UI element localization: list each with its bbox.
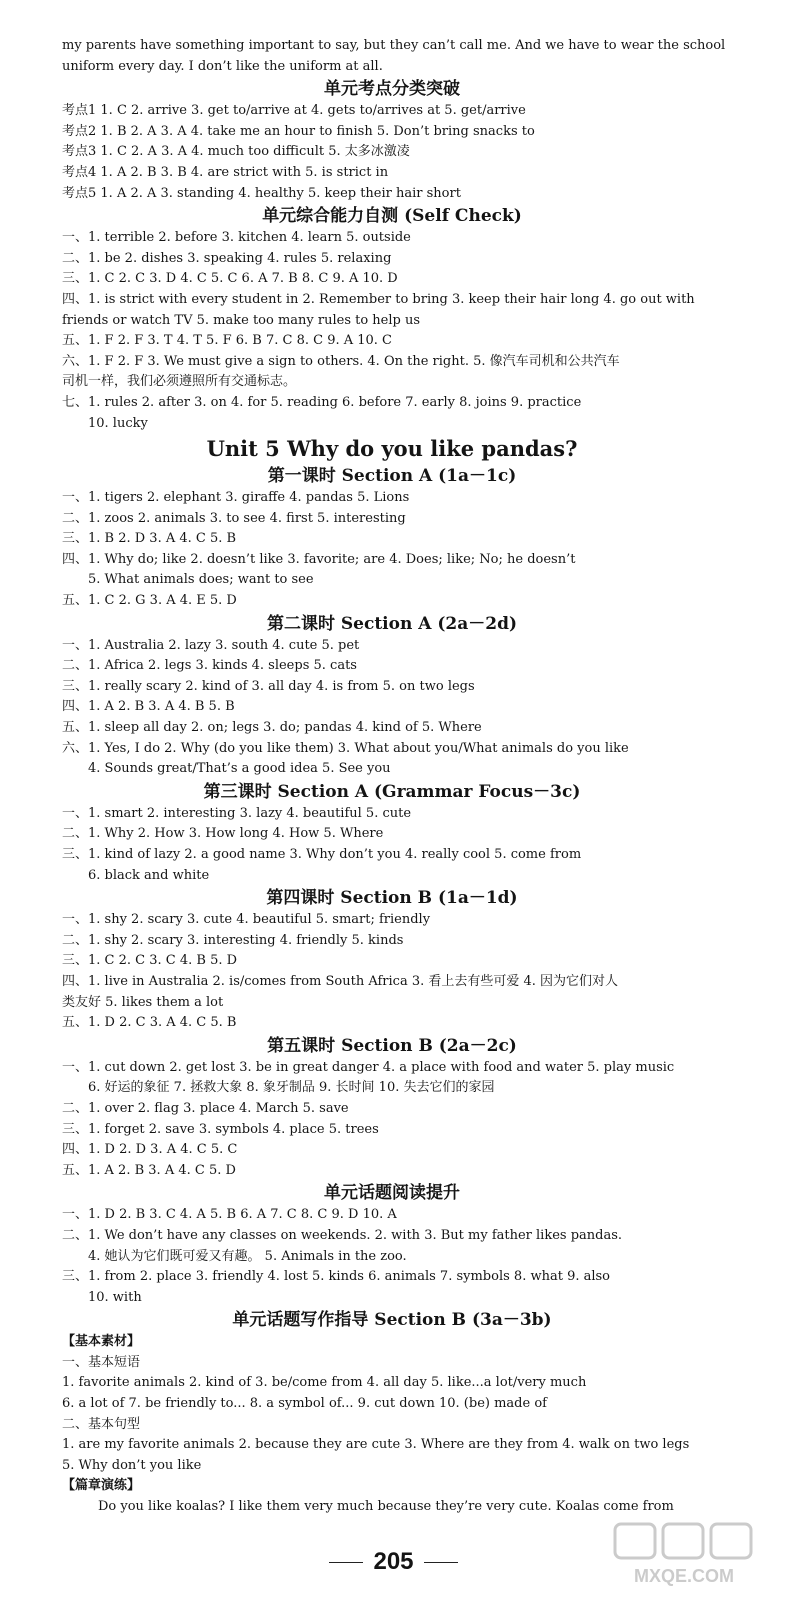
answer-line: 二、1. We don’t have any classes on weekends. 2. with 3. But my father likes pandas. xyxy=(62,1227,623,1243)
answer-line: 四、1. D 2. D 3. A 4. C 5. C xyxy=(62,1142,238,1158)
answer-line: 一、1. D 2. B 3. C 4. A 5. B 6. A 7. C 8. C 9. D 10. A xyxy=(62,1207,397,1223)
answer-line: 一、1. cut down 2. get lost 3. be in great danger 4. a place with food and water 5. play music xyxy=(62,1059,675,1075)
answer-line: friends or watch TV 5. make too many rules to help us xyxy=(62,312,421,328)
answer-line: 二、1. over 2. flag 3. place 4. March 5. save xyxy=(62,1100,349,1116)
answer-line: 三、1. C 2. C 3. D 4. C 5. C 6. A 7. B 8. C 9. A 10. D xyxy=(62,271,398,287)
section-heading: 第二课时 Section A (2a－2d) xyxy=(266,613,518,634)
answer-line: 三、1. B 2. D 3. A 4. C 5. B xyxy=(62,531,237,547)
page-number xyxy=(0,1548,787,1576)
answer-line: 考点4 1. A 2. B 3. B 4. are strict with 5. is strict in xyxy=(62,164,389,180)
answer-line: 考点2 1. B 2. A 3. A 4. take me an hour to finish 5. Don’t bring snacks to xyxy=(62,123,535,139)
answer-line: 一、基本短语 xyxy=(62,1354,141,1370)
answer-line: 二、1. Africa 2. legs 3. kinds 4. sleeps 5. cats xyxy=(62,658,357,674)
answer-line: 一、1. tigers 2. elephant 3. giraffe 4. pandas 5. Lions xyxy=(62,490,410,506)
answer-line: 5. Why don’t you like xyxy=(62,1457,202,1473)
answer-line: 四、1. Why do; like 2. doesn’t like 3. favorite; are 4. Does; like; No; he doesn’t xyxy=(62,551,576,567)
answer-line: Do you like koalas? I like them very much because they’re very cute. Koalas come from xyxy=(98,1499,674,1515)
answer-line: 五、1. D 2. C 3. A 4. C 5. B xyxy=(62,1015,237,1031)
answer-line: 三、1. C 2. C 3. C 4. B 5. D xyxy=(62,953,238,969)
answer-line: 二、1. shy 2. scary 3. interesting 4. friendly 5. kinds xyxy=(62,932,404,948)
answer-line: 一、1. smart 2. interesting 3. lazy 4. beautiful 5. cute xyxy=(62,805,412,821)
answer-line: 五、1. sleep all day 2. on; legs 3. do; pandas 4. kind of 5. Where xyxy=(62,720,482,736)
answer-line: 四、1. A 2. B 3. A 4. B 5. B xyxy=(62,699,235,715)
page-number-text: 205 xyxy=(373,1548,414,1575)
page-number-dash-right xyxy=(424,1562,458,1563)
answer-line: 四、1. live in Australia 2. is/comes from South Africa 3. 看上去有些可爱 4. 因为它们对人 xyxy=(62,973,619,989)
answer-line: 考点3 1. C 2. A 3. A 4. much too difficult 5. 太多冰激凌 xyxy=(62,144,410,160)
answer-line: 二、1. zoos 2. animals 3. to see 4. first 5. interesting xyxy=(62,510,406,526)
answer-line: 6. 好运的象征 7. 拯救大象 8. 象牙制品 9. 长时间 10. 失去它们的家园 xyxy=(88,1080,495,1096)
answer-line: 二、基本句型 xyxy=(62,1416,141,1432)
answer-line: 考点5 1. A 2. A 3. standing 4. healthy 5. keep their hair short xyxy=(62,185,461,201)
answer-line: uniform every day. I don’t like the uniform at all. xyxy=(62,58,383,74)
answer-line: 一、1. Australia 2. lazy 3. south 4. cute 5. pet xyxy=(62,637,360,653)
answer-line: 1. favorite animals 2. kind of 3. be/come from 4. all day 5. like...a lot/very much xyxy=(62,1375,587,1391)
answer-line: 六、1. Yes, I do 2. Why (do you like them) 3. What about you/What animals do you like xyxy=(62,740,629,756)
answer-line: 【基本素材】 xyxy=(62,1334,141,1350)
page-number-dash-left xyxy=(329,1562,363,1563)
answer-page xyxy=(62,36,726,1518)
answer-line: 三、1. really scary 2. kind of 3. all day 4. is from 5. on two legs xyxy=(62,678,475,694)
answer-line: my parents have something important to say, but they can’t call me. And we have to wear the school xyxy=(62,38,726,53)
answer-line: 5. What animals does; want to see xyxy=(88,572,314,588)
section-heading: 单元话题阅读提升 xyxy=(324,1183,460,1204)
answer-line: 一、1. terrible 2. before 3. kitchen 4. learn 5. outside xyxy=(62,230,411,246)
answer-line: 司机一样，我们必须遵照所有交通标志。 xyxy=(62,374,297,390)
answer-line: 四、1. is strict with every student in 2. Remember to bring 3. keep their hair long 4. go out with xyxy=(62,291,695,307)
answer-line: 考点1 1. C 2. arrive 3. get to/arrive at 4. gets to/arrives at 5. get/arrive xyxy=(62,103,526,119)
answer-line: 五、1. A 2. B 3. A 4. C 5. D xyxy=(62,1162,236,1178)
answer-line: 4. 她认为它们既可爱又有趣。 5. Animals in the zoo. xyxy=(88,1248,407,1264)
answer-line: 三、1. kind of lazy 2. a good name 3. Why don’t you 4. really cool 5. come from xyxy=(62,847,582,862)
answer-line: 二、1. be 2. dishes 3. speaking 4. rules 5. relaxing xyxy=(62,250,392,266)
answer-line: 三、1. forget 2. save 3. symbols 4. place 5. trees xyxy=(62,1121,379,1137)
section-heading: 第五课时 Section B (2a－2c) xyxy=(267,1035,517,1056)
answer-line: 10. lucky xyxy=(88,415,148,431)
section-heading: 第一课时 Section A (1a－1c) xyxy=(267,466,517,487)
section-heading: Unit 5 Why do you like pandas? xyxy=(206,436,578,462)
answer-line: 五、1. C 2. G 3. A 4. E 5. D xyxy=(62,593,237,609)
answer-line: 三、1. from 2. place 3. friendly 4. lost 5. kinds 6. animals 7. symbols 8. what 9. also xyxy=(62,1269,611,1285)
section-heading: 第三课时 Section A (Grammar Focus－3c) xyxy=(203,781,581,802)
section-heading: 第四课时 Section B (1a－1d) xyxy=(266,888,518,909)
answer-line: 4. Sounds great/That’s a good idea 5. See you xyxy=(88,761,391,777)
answer-line: 五、1. F 2. F 3. T 4. T 5. F 6. B 7. C 8. C 9. A 10. C xyxy=(62,333,393,349)
section-heading: 单元考点分类突破 xyxy=(324,79,460,100)
answer-line: 一、1. shy 2. scary 3. cute 4. beautiful 5. smart; friendly xyxy=(62,912,431,928)
answer-line: 六、1. F 2. F 3. We must give a sign to others. 4. On the right. 5. 像汽车司机和公共汽车 xyxy=(62,353,620,369)
section-heading: 单元话题写作指导 Section B (3a－3b) xyxy=(232,1310,552,1331)
answer-line: 二、1. Why 2. How 3. How long 4. How 5. Where xyxy=(62,826,384,842)
answer-line: 七、1. rules 2. after 3. on 4. for 5. reading 6. before 7. early 8. joins 9. practice xyxy=(62,394,582,410)
answer-line: 【篇章演练】 xyxy=(62,1478,141,1494)
answer-line: 1. are my favorite animals 2. because they are cute 3. Where are they from 4. walk on two legs xyxy=(62,1437,690,1453)
svg-text:MXQE.COM: MXQE.COM xyxy=(633,1566,735,1586)
answer-line: 类友好 5. likes them a lot xyxy=(62,994,224,1010)
answer-line: 6. a lot of 7. be friendly to... 8. a symbol of... 9. cut down 10. (be) made of xyxy=(62,1396,547,1412)
section-heading: 单元综合能力自测 (Self Check) xyxy=(262,206,522,227)
answer-line: 6. black and white xyxy=(88,867,210,883)
answer-line: 10. with xyxy=(88,1289,142,1305)
